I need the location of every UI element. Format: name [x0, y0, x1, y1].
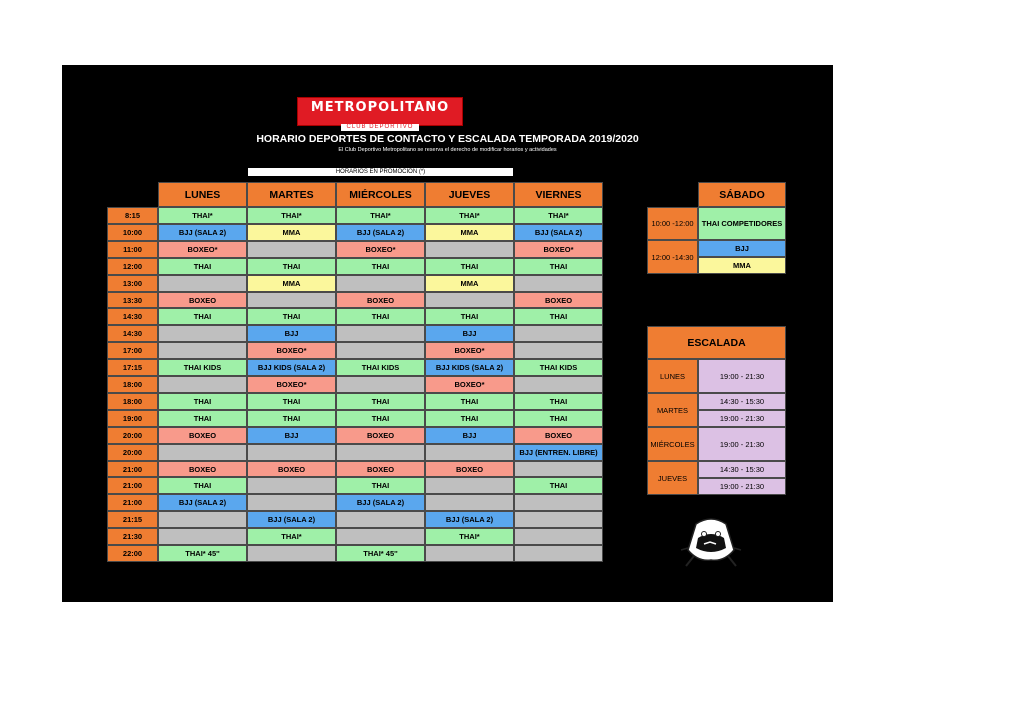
- class-cell: THAI: [514, 410, 603, 427]
- logo-name: METROPOLITANO: [310, 100, 450, 115]
- class-cell: [158, 528, 247, 545]
- class-cell: BJJ: [425, 427, 514, 444]
- class-cell: BJJ (SALA 2): [158, 224, 247, 241]
- promo-legend: HORARIOS EN PROMOCIÓN (*): [248, 168, 513, 176]
- class-cell: BJJ: [425, 325, 514, 342]
- class-cell: [336, 275, 425, 292]
- day-header-0: LUNES: [158, 182, 247, 207]
- class-cell: THAI*: [514, 207, 603, 224]
- climbing-time: 19:00 - 21:30: [698, 359, 786, 393]
- saturday-time: 10:00 -12:00: [647, 207, 698, 240]
- climbing-time: 19:00 - 21:30: [698, 478, 786, 495]
- class-cell: BOXEO: [514, 292, 603, 308]
- class-cell: [336, 444, 425, 461]
- class-cell: BOXEO: [336, 292, 425, 308]
- saturday-class: BJJ: [698, 240, 786, 257]
- climbing-time: 19:00 - 21:30: [698, 410, 786, 427]
- class-cell: [425, 292, 514, 308]
- class-cell: THAI: [425, 308, 514, 325]
- class-cell: [158, 376, 247, 393]
- climbing-time: 14:30 - 15:30: [698, 461, 786, 478]
- class-cell: BOXEO: [247, 461, 336, 477]
- saturday-header: SÁBADO: [698, 182, 786, 207]
- class-cell: BJJ (SALA 2): [247, 511, 336, 528]
- class-cell: BOXEO*: [425, 342, 514, 359]
- class-cell: [425, 241, 514, 258]
- climbing-header: ESCALADA: [647, 326, 786, 359]
- class-cell: THAI: [425, 258, 514, 275]
- time-cell: 20:00: [107, 444, 158, 461]
- class-cell: THAI: [158, 258, 247, 275]
- class-cell: BJJ (SALA 2): [514, 224, 603, 241]
- time-cell: 13:00: [107, 275, 158, 292]
- logo-subtitle: CLUB DEPORTIVO: [341, 124, 420, 131]
- class-cell: MMA: [425, 275, 514, 292]
- time-cell: 17:00: [107, 342, 158, 359]
- class-cell: THAI* 45'': [336, 545, 425, 562]
- class-cell: THAI: [247, 410, 336, 427]
- class-cell: [425, 444, 514, 461]
- class-cell: THAI*: [336, 207, 425, 224]
- time-cell: 10:00: [107, 224, 158, 241]
- class-cell: THAI: [158, 308, 247, 325]
- class-cell: THAI*: [247, 207, 336, 224]
- class-cell: [514, 461, 603, 477]
- climbing-day: MIÉRCOLES: [647, 427, 698, 461]
- page-title: HORARIO DEPORTES DE CONTACTO Y ESCALADA TEMPORADA 2019/2020: [256, 133, 639, 145]
- time-cell: 21:00: [107, 494, 158, 511]
- class-cell: [247, 292, 336, 308]
- class-cell: THAI: [247, 393, 336, 410]
- class-cell: THAI: [514, 258, 603, 275]
- class-cell: THAI: [425, 410, 514, 427]
- day-header-1: MARTES: [247, 182, 336, 207]
- time-cell: 22:00: [107, 545, 158, 562]
- class-cell: THAI: [514, 308, 603, 325]
- time-cell: 21:00: [107, 477, 158, 494]
- class-cell: MMA: [425, 224, 514, 241]
- class-cell: [247, 494, 336, 511]
- class-cell: THAI: [514, 393, 603, 410]
- class-cell: [514, 325, 603, 342]
- day-header-2: MIÉRCOLES: [336, 182, 425, 207]
- class-cell: THAI: [336, 477, 425, 494]
- class-cell: [514, 511, 603, 528]
- saturday-class: THAI COMPETIDORES: [698, 207, 786, 240]
- class-cell: BJJ (SALA 2): [336, 494, 425, 511]
- class-cell: [336, 325, 425, 342]
- class-cell: BJJ (ENTREN. LIBRE): [514, 444, 603, 461]
- class-cell: [247, 241, 336, 258]
- climbing-day: MARTES: [647, 393, 698, 427]
- time-cell: 20:00: [107, 427, 158, 444]
- saturday-time: 12:00 -14:30: [647, 240, 698, 274]
- page-subtitle: El Club Deportivo Metropolitano se reserva el derecho de modificar horarios y actividades: [338, 147, 557, 153]
- class-cell: BJJ: [247, 427, 336, 444]
- class-cell: [158, 511, 247, 528]
- class-cell: [514, 528, 603, 545]
- time-cell: 21:15: [107, 511, 158, 528]
- class-cell: BJJ (SALA 2): [425, 511, 514, 528]
- class-cell: THAI: [158, 393, 247, 410]
- class-cell: BOXEO*: [247, 376, 336, 393]
- time-cell: 8:15: [107, 207, 158, 224]
- class-cell: THAI: [425, 393, 514, 410]
- class-cell: [336, 528, 425, 545]
- time-cell: 19:00: [107, 410, 158, 427]
- time-cell: 21:00: [107, 461, 158, 477]
- class-cell: [514, 275, 603, 292]
- cartoon-mascot-icon: [676, 510, 746, 570]
- class-cell: THAI*: [158, 207, 247, 224]
- class-cell: [425, 494, 514, 511]
- class-cell: BOXEO*: [425, 376, 514, 393]
- class-cell: THAI: [247, 308, 336, 325]
- class-cell: [158, 325, 247, 342]
- class-cell: BOXEO: [336, 427, 425, 444]
- time-cell: 18:00: [107, 376, 158, 393]
- class-cell: [247, 477, 336, 494]
- class-cell: THAI: [336, 258, 425, 275]
- day-header-3: JUEVES: [425, 182, 514, 207]
- class-cell: [158, 342, 247, 359]
- climbing-day: LUNES: [647, 359, 698, 393]
- class-cell: THAI KIDS: [514, 359, 603, 376]
- class-cell: BOXEO*: [336, 241, 425, 258]
- time-cell: 17:15: [107, 359, 158, 376]
- class-cell: BJJ (SALA 2): [336, 224, 425, 241]
- class-cell: BJJ: [247, 325, 336, 342]
- class-cell: BOXEO: [425, 461, 514, 477]
- class-cell: BOXEO: [336, 461, 425, 477]
- class-cell: [336, 342, 425, 359]
- class-cell: BJJ KIDS (SALA 2): [247, 359, 336, 376]
- climbing-time: 19:00 - 21:30: [698, 427, 786, 461]
- class-cell: BOXEO: [158, 461, 247, 477]
- class-cell: THAI: [158, 410, 247, 427]
- class-cell: THAI: [336, 393, 425, 410]
- class-cell: BOXEO: [514, 427, 603, 444]
- class-cell: THAI KIDS: [336, 359, 425, 376]
- class-cell: THAI*: [425, 528, 514, 545]
- time-cell: 11:00: [107, 241, 158, 258]
- class-cell: [336, 376, 425, 393]
- time-cell: 12:00: [107, 258, 158, 275]
- class-cell: BOXEO*: [514, 241, 603, 258]
- time-cell: 13:30: [107, 292, 158, 308]
- class-cell: THAI: [514, 477, 603, 494]
- time-cell: 14:30: [107, 308, 158, 325]
- class-cell: [247, 444, 336, 461]
- class-cell: BOXEO: [158, 427, 247, 444]
- class-cell: [514, 545, 603, 562]
- class-cell: BJJ (SALA 2): [158, 494, 247, 511]
- climbing-time: 14:30 - 15:30: [698, 393, 786, 410]
- class-cell: MMA: [247, 275, 336, 292]
- class-cell: [514, 342, 603, 359]
- time-cell: 14:30: [107, 325, 158, 342]
- class-cell: [247, 545, 336, 562]
- class-cell: [514, 376, 603, 393]
- class-cell: THAI*: [425, 207, 514, 224]
- time-cell: 21:30: [107, 528, 158, 545]
- class-cell: BOXEO*: [158, 241, 247, 258]
- time-cell: 18:00: [107, 393, 158, 410]
- class-cell: [425, 545, 514, 562]
- class-cell: MMA: [247, 224, 336, 241]
- class-cell: THAI*: [247, 528, 336, 545]
- saturday-class: MMA: [698, 257, 786, 274]
- class-cell: THAI: [336, 410, 425, 427]
- class-cell: [158, 275, 247, 292]
- class-cell: BOXEO*: [247, 342, 336, 359]
- class-cell: [514, 494, 603, 511]
- class-cell: [336, 511, 425, 528]
- class-cell: THAI: [247, 258, 336, 275]
- class-cell: THAI KIDS: [158, 359, 247, 376]
- class-cell: THAI: [336, 308, 425, 325]
- class-cell: THAI: [158, 477, 247, 494]
- day-header-4: VIERNES: [514, 182, 603, 207]
- class-cell: [425, 477, 514, 494]
- club-logo: [297, 97, 463, 130]
- class-cell: BJJ KIDS (SALA 2): [425, 359, 514, 376]
- class-cell: THAI* 45'': [158, 545, 247, 562]
- climbing-day: JUEVES: [647, 461, 698, 495]
- class-cell: BOXEO: [158, 292, 247, 308]
- class-cell: [158, 444, 247, 461]
